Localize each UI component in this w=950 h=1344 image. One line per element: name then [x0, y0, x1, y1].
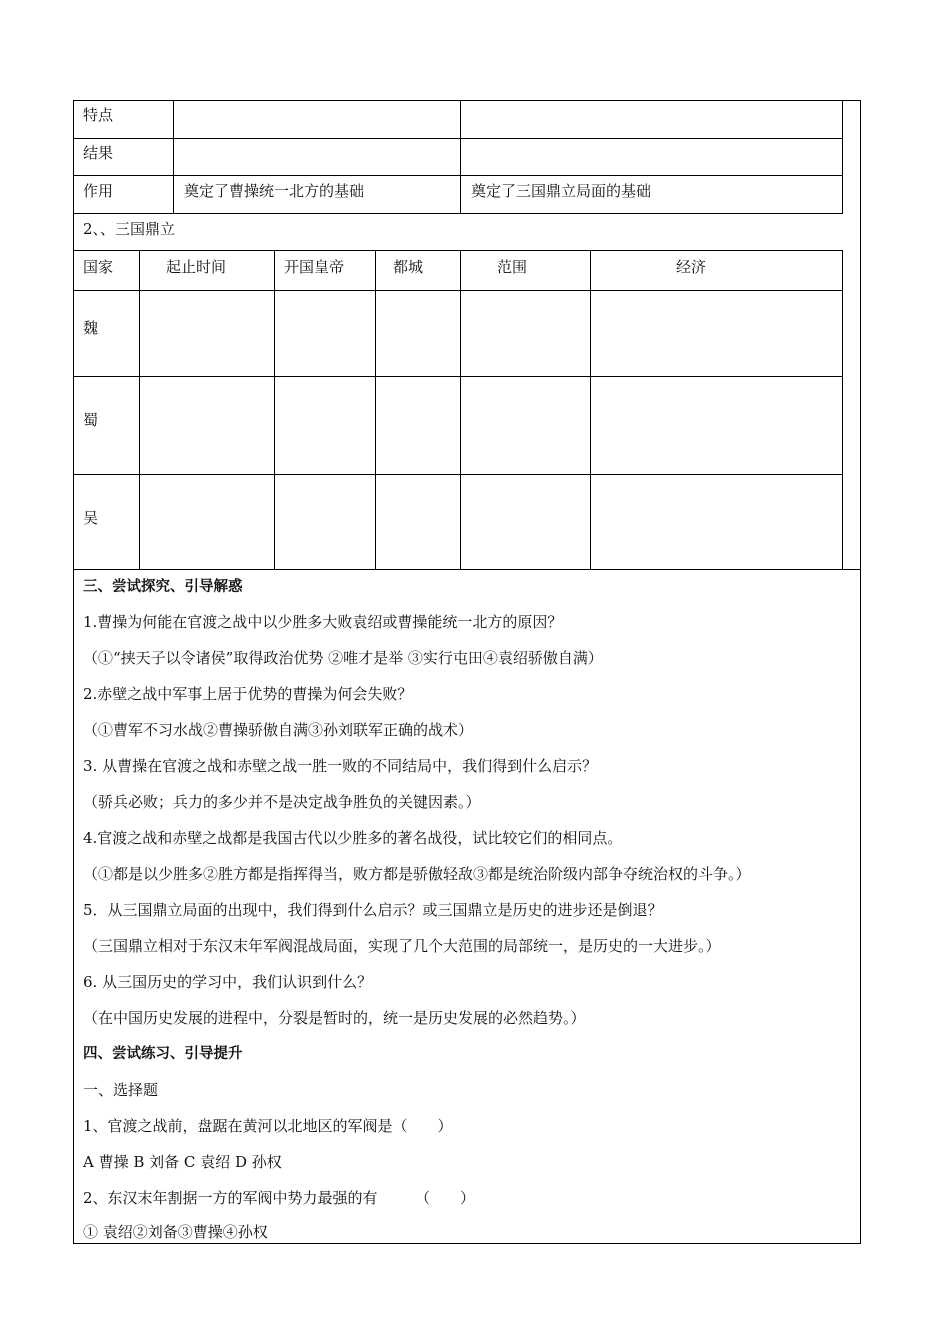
table2-header: 经济	[676, 258, 707, 276]
table2-header: 国家	[83, 258, 114, 276]
table2-line	[73, 376, 843, 377]
table2-header: 都城	[393, 258, 424, 276]
answer: （在中国历史发展的进程中，分裂是暂时的，统一是历史发展的必然趋势。）	[83, 1009, 586, 1027]
table1-line	[73, 175, 843, 176]
section2-title: 2、、三国鼎立	[83, 220, 176, 238]
table1-line	[173, 100, 174, 214]
table1-line	[73, 213, 843, 214]
table1-line	[842, 100, 843, 214]
table2-line	[73, 474, 843, 475]
table1-cell: 奠定了曹操统一北方的基础	[184, 182, 365, 200]
answer: （①都是以少胜多②胜方都是指挥得当，败方都是骄傲轻敌③都是统治阶级内部争夺统治权的斗争。）	[83, 865, 751, 883]
table2-header: 起止时间	[166, 258, 227, 276]
exercise-line: 1、官渡之战前，盘踞在黄河以北地区的军阀是（ ）	[83, 1117, 453, 1135]
answer: （①曹军不习水战②曹操骄傲自满③孙刘联军正确的战术）	[83, 721, 474, 739]
table2-line	[842, 250, 843, 570]
section4-subtitle: 一、选择题	[83, 1081, 159, 1099]
table2-row-label: 魏	[83, 319, 99, 337]
table2-line	[460, 250, 461, 570]
table1-line	[460, 100, 461, 214]
table2-header: 范围	[497, 258, 528, 276]
answer: （三国鼎立相对于东汉末年军阀混战局面，实现了几个大范围的局部统一，是历史的一大进步。）	[83, 937, 721, 955]
table2-line	[73, 250, 843, 251]
answer: （骄兵必败；兵力的多少并不是决定战争胜负的关键因素。）	[83, 793, 481, 811]
table2-line	[73, 569, 861, 570]
table1-row-label: 特点	[83, 106, 114, 124]
question: 6. 从三国历史的学习中，我们认识到什么？	[83, 973, 373, 991]
table2-line	[73, 290, 843, 291]
question: 2.赤壁之战中军事上居于优势的曹操为何会失败？	[83, 685, 413, 703]
table1-cell: 奠定了三国鼎立局面的基础	[471, 182, 652, 200]
question: 1.曹操为何能在官渡之战中以少胜多大败袁绍或曹操能统一北方的原因？	[83, 613, 563, 631]
table2-row-label: 蜀	[83, 411, 99, 429]
section3-title: 三、尝试探究、引导解惑	[83, 579, 243, 595]
exercise-line: 2、东汉末年割据一方的军阀中势力最强的有 （ ）	[83, 1189, 476, 1207]
table2-line	[375, 250, 376, 570]
section4-title: 四、尝试练习、引导提升	[83, 1046, 243, 1062]
table2-line	[139, 250, 140, 570]
table2-line	[590, 250, 591, 570]
question: 4.官渡之战和赤壁之战都是我国古代以少胜多的著名战役，试比较它们的相同点。	[83, 829, 623, 847]
table2-header: 开国皇帝	[284, 258, 345, 276]
table1-row-label: 结果	[83, 144, 114, 162]
table1-row-label: 作用	[83, 182, 114, 200]
question: 3. 从曹操在官渡之战和赤壁之战一胜一败的不同结局中，我们得到什么启示？	[83, 757, 598, 775]
question: 5．从三国鼎立局面的出现中，我们得到什么启示？或三国鼎立是历史的进步还是倒退？	[83, 901, 663, 919]
exercise-line: A 曹操 B 刘备 C 袁绍 D 孙权	[83, 1153, 282, 1171]
answer: （①“挟天子以令诸侯”取得政治优势 ②唯才是举 ③实行屯田④袁绍骄傲自满）	[83, 649, 603, 667]
table2-row-label: 吴	[83, 509, 99, 527]
table1-line	[73, 138, 843, 139]
exercise-line: ① 袁绍②刘备③曹操④孙权	[83, 1223, 268, 1241]
table2-line	[274, 250, 275, 570]
